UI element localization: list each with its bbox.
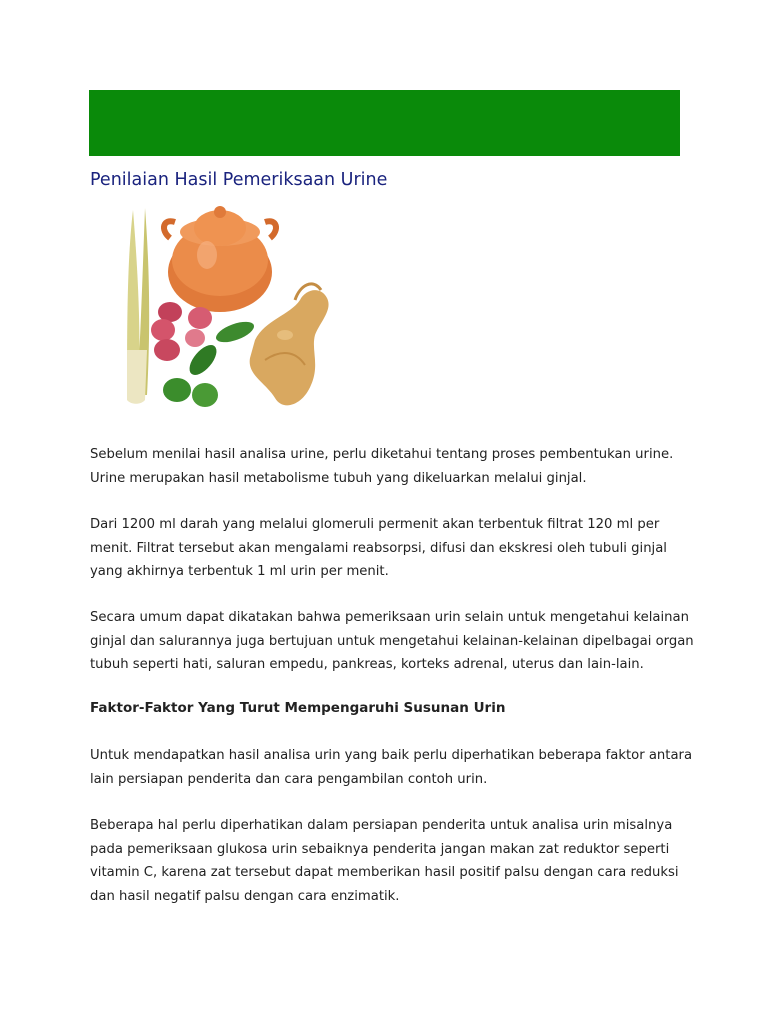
- paragraph-5: [90, 814, 690, 908]
- lime-leaf-icon: [163, 318, 257, 407]
- paragraph-line: Untuk mendapatkan hasil analisa urin yang baik perlu diperhatikan beberapa faktor antara: [90, 748, 693, 763]
- paragraph-line: Secara umum dapat dikatakan bahwa pemeriksaan urin selain untuk mengetahui kelainan: [90, 610, 689, 625]
- paragraph-line: Sebelum menilai hasil analisa urine, perlu diketahui tentang proses pembentukan urine.: [90, 447, 674, 462]
- paragraph-line: lain persiapan penderita dan cara pengambilan contoh urin.: [90, 771, 488, 787]
- ginger-icon: [250, 284, 329, 405]
- clay-pot-icon: [164, 206, 276, 312]
- header-banner: [89, 90, 680, 156]
- paragraph-line: dan hasil negatif palsu dengan cara enzimatik.: [90, 888, 400, 904]
- section-subheading: Faktor-Faktor Yang Turut Mempengaruhi Susunan Urin: [90, 700, 506, 716]
- paragraph-line: tubuh seperti hati, saluran empedu, pankreas, korteks adrenal, uterus dan lain-lain.: [90, 657, 644, 672]
- lemongrass-icon: [127, 208, 149, 404]
- paragraph-2: [90, 513, 690, 584]
- paragraph-line: pada pemeriksaan glukosa urin sebaiknya penderita jangan makan zat reduktor seperti: [90, 841, 670, 857]
- paragraph-3: [90, 606, 694, 677]
- paragraph-line: ginjal dan salurannya juga bertujuan untuk mengetahui kelainan-kelainan dipelbagai organ: [90, 633, 694, 649]
- paragraph-line: Beberapa hal perlu diperhatikan dalam persiapan penderita untuk analisa urin misalnya: [90, 818, 673, 833]
- paragraph-line: Urine merupakan hasil metabolisme tubuh yang dikeluarkan melalui ginjal.: [90, 470, 587, 486]
- paragraph-line: vitamin C, karena zat tersebut dapat memberikan hasil positif palsu dengan cara reduksi: [90, 865, 679, 880]
- paragraph-1: [90, 443, 690, 490]
- article-title: Penilaian Hasil Pemeriksaan Urine: [90, 170, 388, 190]
- paragraph-line: Dari 1200 ml darah yang melalui glomeruli permenit akan terbentuk filtrat 120 ml per: [90, 517, 660, 532]
- paragraph-line: menit. Filtrat tersebut akan mengalami reabsorpsi, difusi dan ekskresi oleh tubuli ginjal: [90, 540, 667, 556]
- paragraph-4: [90, 744, 693, 791]
- paragraph-line: yang akhirnya terbentuk 1 ml urin per menit.: [90, 564, 389, 579]
- herbal-ingredients-illustration: [115, 200, 377, 425]
